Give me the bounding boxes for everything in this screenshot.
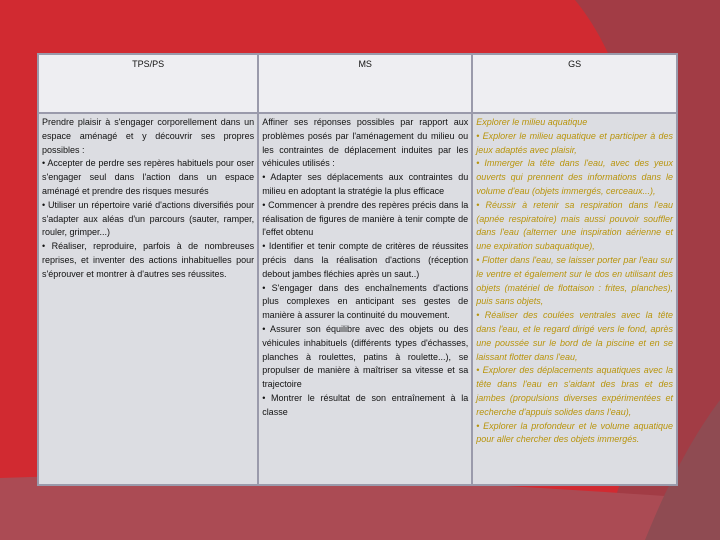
bullet: • Assurer son équilibre avec des objets ou des véhicules inhabituels (différents types d'échasses, planches à roulettes, patins à roulette...), se propulser de manière à maîtriser sa vitesse et sa trajectoire (262, 323, 469, 390)
bullet: • Identifier et tenir compte de critères de réussites précis dans la réalisation d'actions (réception debout jambes fléchies après un saut..) (262, 241, 469, 279)
curriculum-table (37, 53, 678, 486)
bullet: • Commencer à prendre des repères précis dans la réalisation de figures de manière à tenir compte de l'effet obtenu (262, 199, 469, 238)
cell-tps-ps (38, 113, 258, 485)
bullet: • Réaliser des coulées ventrales avec la tête dans l'eau, et le regard dirigé vers le fond, après une poussée sur le bord de la piscine et en se laissant flotter dans l'eau, (476, 310, 673, 362)
paragraph: Explorer le milieu aquatique (476, 117, 588, 127)
paragraph: Affiner ses réponses possibles par rapport aux problèmes posés par l'aménagement du milieu ou les contraintes de déplacement induites par les véhicules utilisés : (262, 117, 469, 169)
paragraph: Prendre plaisir à s'engager corporellement dans un espace aménagé et y découvrir ses propres possibles : (42, 117, 255, 155)
bullet: • Explorer la profondeur et le volume aquatique pour aller chercher des objets immergés. (476, 420, 673, 445)
bullet: • Réaliser, reproduire, parfois à de nombreuses reprises, et inventer des actions inhabituelles pour s'éprouver et montrer à d'autres ses réussites. (42, 241, 255, 279)
bullet: • Réussir à retenir sa respiration dans l'eau (apnée respiratoire) mais aussi pouvoir souffler dans l'eau (alterner une inspiration aérienne et une expiration subaquatique), (476, 199, 673, 252)
bullet: • Flotter dans l'eau, se laisser porter par l'eau sur le ventre et également sur le dos en utilisant des objets (matériel de flottaison : frites, planches), puis sans objets, (476, 254, 673, 307)
bullet: • Explorer des déplacements aquatiques avec la tête dans l'eau en s'aidant des bras et des jambes (propulsions diverses expérimentées et recherche d'appuis solides dans l'eau), (476, 365, 673, 417)
header-gs: GS (472, 54, 677, 113)
bullet: • Accepter de perdre ses repères habituels pour oser s'engager seul dans l'action dans un espace aménagé et prendre des risques mesurés (42, 158, 255, 196)
bullet: • Explorer le milieu aquatique et participer à des jeux adaptés avec plaisir, (476, 130, 673, 155)
bullet: • Utiliser un répertoire varié d'actions diversifiés pour s'adapter aux aléas d'un parcours (sauter, ramper, rouler, grimper...) (42, 199, 255, 238)
bullet: • Immerger la tête dans l'eau, avec des yeux ouverts qui prennent des informations dans le volume d'eau (objets immergés, cerceaux...), (476, 158, 673, 196)
header-ms: MS (258, 54, 472, 113)
content-row (38, 113, 677, 485)
bullet: • Adapter ses déplacements aux contraintes du milieu en adoptant la stratégie la plus efficace (262, 172, 469, 196)
bullet: • Montrer le résultat de son entraînement à la classe (262, 392, 469, 417)
header-tps-ps: TPS/PS (38, 54, 258, 113)
header-row (38, 54, 677, 113)
cell-gs (472, 113, 677, 485)
cell-ms (258, 113, 472, 485)
bullet: • S'engager dans des enchaînements d'actions plus complexes en anticipant ses gestes de manière à assurer la continuité du mouvement. (262, 282, 469, 321)
